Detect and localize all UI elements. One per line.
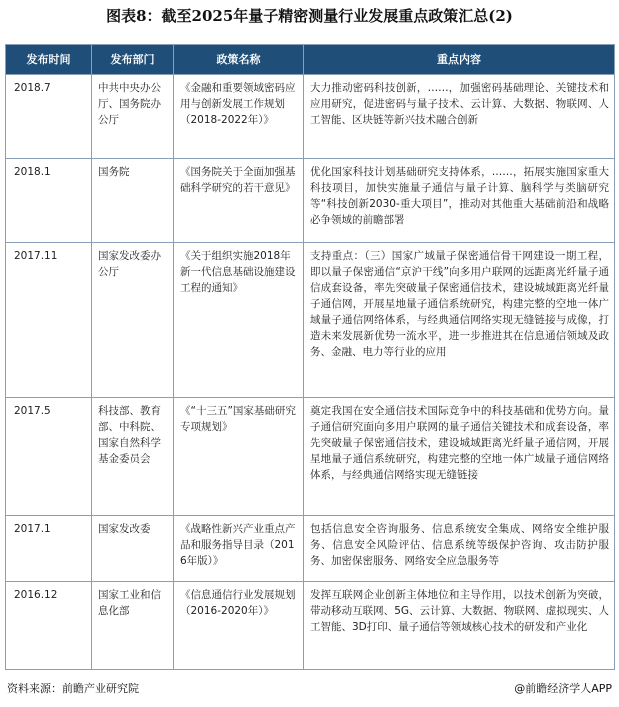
- cell-dept: 中共中央办公厅、国务院办公厅: [92, 75, 174, 159]
- table-row: [6, 159, 615, 243]
- cell-policy: 《信息通信行业发展规划（2016-2020年）》: [174, 582, 304, 670]
- cell-policy: 《“十三五”国家基础研究专项规划》: [174, 398, 304, 516]
- cell-date: 2018.1: [6, 159, 92, 243]
- cell-date: 2018.7: [6, 75, 92, 159]
- cell-policy: 《国务院关于全面加强基础科学研究的若干意见》: [174, 159, 304, 243]
- cell-content: 奠定我国在安全通信技术国际竞争中的科技基础和优势方向。量子通信研究面向多用户联网的量子通信关键技术和成套设备，率先突破量子保密通信技术，建设城域距离光纤量子通信网，开展星地量子通信系统研究，构建完整的空地一体广域量子通信网络体系，与经典通信网络实现无缝链接: [304, 398, 615, 516]
- cell-content: 优化国家科技计划基础研究支持体系，……，拓展实施国家重大科技项目，加快实施量子通信与量子计算、脑科学与类脑研究等“科技创新2030-重大项目”，推动对其他重大基础前沿和战略必争领域的前瞻部署: [304, 159, 615, 243]
- header-date: 发布时间: [6, 45, 92, 75]
- cell-content: 支持重点：（三）国家广域量子保密通信骨干网建设一期工程，即以量子保密通信“京沪干线”向多用户联网的远距离光纤量子通信成套设备，率先突破量子保密通信技术，建设城域距离光纤量子通信网，开展星地量子通信系统研究，构建完整的空地一体广域量子通信网络体系，与经典通信网络实现无缝链接与成像，打造未来发展新优势一流水平，进一步推进其在信息通信领域及政务、金融、电力等行业的应用: [304, 243, 615, 398]
- cell-policy: 《战略性新兴产业重点产品和服务指导目录（2016年版）》: [174, 516, 304, 582]
- table-row: [6, 398, 615, 516]
- cell-date: 2016.12: [6, 582, 92, 670]
- table-row: [6, 243, 615, 398]
- cell-dept: 科技部、教育部、中科院、国家自然科学基金委员会: [92, 398, 174, 516]
- brand-credit: @前瞻经济学人APP: [514, 682, 612, 695]
- cell-content: 大力推动密码科技创新，……，加强密码基础理论、关键技术和应用研究，促进密码与量子技术、云计算、大数据、物联网、人工智能、区块链等新兴技术融合创新: [304, 75, 615, 159]
- cell-policy: 《关于组织实施2018年新一代信息基础设施建设工程的通知》: [174, 243, 304, 398]
- header-dept: 发布部门: [92, 45, 174, 75]
- cell-date: 2017.1: [6, 516, 92, 582]
- policy-table: [5, 44, 615, 670]
- chart-title: 图表8：截至2025年量子精密测量行业发展重点政策汇总(2): [106, 7, 513, 25]
- table-row: [6, 75, 615, 159]
- cell-dept: 国务院: [92, 159, 174, 243]
- cell-dept: 国家发改委办公厅: [92, 243, 174, 398]
- cell-dept: 国家工业和信息化部: [92, 582, 174, 670]
- header-content: 重点内容: [304, 45, 615, 75]
- cell-policy: 《金融和重要领域密码应用与创新发展工作规划（2018-2022年）》: [174, 75, 304, 159]
- table-row: [6, 516, 615, 582]
- header-policy: 政策名称: [174, 45, 304, 75]
- source-note: 资料来源：前瞻产业研究院: [7, 682, 139, 695]
- table-row: [6, 582, 615, 670]
- cell-content: 包括信息安全咨询服务、信息系统安全集成、网络安全维护服务、信息安全风险评估、信息系统等级保护咨询、攻击防护服务、加密保密服务、网络安全应急服务等: [304, 516, 615, 582]
- table-header-row: [6, 45, 615, 75]
- cell-date: 2017.5: [6, 398, 92, 516]
- cell-dept: 国家发改委: [92, 516, 174, 582]
- cell-content: 发挥互联网企业创新主体地位和主导作用，以技术创新为突破，带动移动互联网、5G、云计算、大数据、物联网、虚拟现实、人工智能、3D打印、量子通信等领域核心技术的研发和产业化: [304, 582, 615, 670]
- cell-date: 2017.11: [6, 243, 92, 398]
